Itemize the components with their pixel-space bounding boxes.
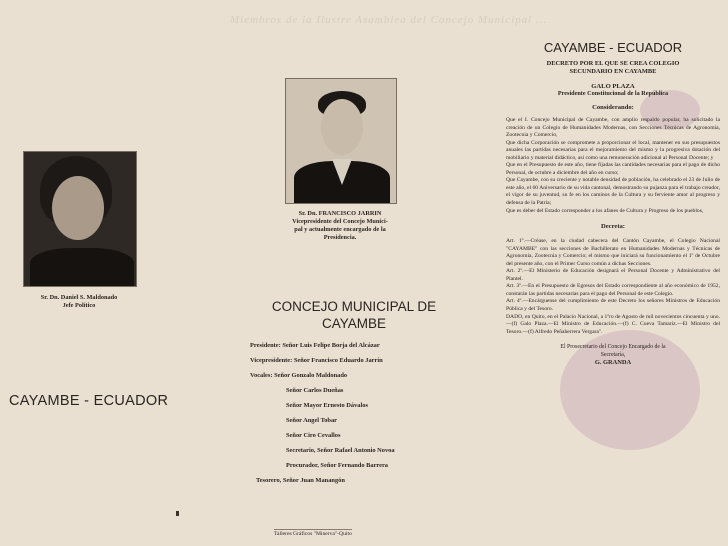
- council-title: [254, 298, 454, 332]
- caption-line: Vicepresidente del Concejo Munici-: [292, 218, 388, 225]
- member-line: Señor Ciro Cevallos: [286, 432, 341, 439]
- member-line: Vocales: Señor Gonzalo Maldonado: [250, 372, 348, 379]
- page-mark: [176, 511, 179, 516]
- member-line: Señor Angel Tobar: [286, 417, 338, 424]
- decree-article: Art. 1º.—Créase, en la ciudad cabecera del Cantón Cayambe, el Colegio Nacional "CAYAMBE" con las secciones de Bachillerato en Humanidades Modernas y Técnicas de Agronomía, Zootecnia y Comercio; el mismo que iniciará su funcionamiento el 1º de Octubre del presente año, con el Primer Curso común a dichas Secciones.: [506, 238, 720, 267]
- decree-article: Art. 4º.—Encárguense del cumplimiento de este Decreto los señores Ministros de Educación Pública y del Tesoro.: [506, 298, 720, 313]
- council-members: [250, 342, 450, 492]
- decree-subtitle: [506, 60, 720, 76]
- decree-article: Art. 2º.—El Ministerio de Educación designará el Personal Docente y Administrativo del Plantel.: [506, 268, 720, 282]
- council-title-line1: CONCEJO MUNICIPAL DE: [271, 299, 437, 314]
- subtitle-line: SECUNDARIO EN CAYAMBE: [569, 68, 657, 75]
- caption-line: pal y actualmente encargado de la: [294, 226, 386, 233]
- decree-title: CAYAMBE - ECUADOR: [543, 40, 683, 55]
- decree-article: Art. 3º.—En el Presupuesto de Egresos del Estado correspondiente al año económico de 1952, constarán las partidas necesarias para el pago del Personal de este Colegio.: [506, 283, 720, 297]
- member-line: Presidente: Señor Luis Felipe Borja del Alcázar: [250, 342, 380, 349]
- member-line: Procurador, Señor Fernando Barrera: [286, 462, 389, 469]
- member-line: Vicepresidente: Señor Francisco Eduardo Jarrín: [250, 357, 383, 364]
- decree-paragraph: Que Cayambe, con su creciente y notable densidad de población, ha celebrado el 23 de Julio de este año, el 60 Aniversario de su vida cantonal, demostrando su pujanza para el trabajo creador, el vigor de su juventud, su fe en los caminos de la Cultura y su ferviente amor al progreso y defensa de la Patria;: [506, 177, 720, 207]
- decree-article: DADO, en Quito, en el Palacio Nacional, a 1ºro de Agosto de mil novecientos cincuenta y uno.—(f) Galo Plaza.—El Ministro de Educación.—(f) C. Cueva Tamariz.—El Ministro del Tesoro.—(f) Alfredo Peñaherrera Vergara".: [506, 313, 720, 335]
- caption-jarrin: [270, 210, 410, 242]
- caption-line: Sr. Dn. FRANCISCO JARRIN: [298, 210, 382, 217]
- caption-line: Presidencia.: [323, 234, 357, 241]
- portrait-jarrin: [285, 78, 397, 204]
- council-title-line2: CAYAMBE: [321, 316, 386, 331]
- member-line: Señor Carlos Dueñas: [286, 387, 344, 394]
- decree-paragraph: Que el I. Concejo Municipal de Cayambe, con amplio respaldo popular, ha solicitado la creación de un Colegio de Humanidades Modernas, con Secciones Técnicas de Agronomía, Zootecnia y Comercio,: [506, 117, 720, 139]
- decreta-heading: Decreta:: [600, 223, 626, 231]
- decree-paragraph: Que en el Presupuesto de este año, tiene fijadas las cantidades necesarias para el pago de dicho Personal, de octubre a diciembre del año en curso;: [506, 162, 720, 176]
- caption-line: Sr. Dn. Daniel S. Maldonado: [40, 294, 118, 301]
- closing-signature: G. GRANDA: [594, 359, 632, 367]
- closing-line: Secretaría,: [600, 351, 626, 358]
- subtitle-line: DECRETO POR EL QUE SE CREA COLEGIO: [546, 60, 680, 67]
- caption-line: Jefe Político: [62, 302, 96, 309]
- decree-author-role: Presidente Constitucional de la República: [557, 90, 669, 97]
- considerando-heading: Considerando:: [592, 104, 634, 111]
- left-title: CAYAMBE - ECUADOR: [9, 393, 169, 409]
- decree-author: GALO PLAZA: [591, 83, 635, 90]
- decree-closing: [506, 344, 720, 367]
- member-line: Señor Mayor Ernesto Dávalos: [286, 402, 368, 409]
- printer-footer: Talleres Gráficos "Minerva"-Quito: [274, 531, 352, 537]
- portrait-maldonado: [23, 151, 137, 287]
- bleed-through-text: Miembros de la Ilustre Asamblea del Concejo Municipal ...: [230, 14, 548, 26]
- decree-paragraph: Que es deber del Estado corresponder a los afanes de Cultura y Progreso de los pueblos,: [506, 207, 704, 214]
- member-line: Secretario, Señor Rafael Antonio Novoa: [286, 447, 395, 454]
- closing-line: El Prosecretario del Concejo Encargado de la: [560, 344, 666, 351]
- decree-column: [506, 40, 720, 367]
- member-line: Tesorero, Señor Juan Manangón: [256, 477, 345, 484]
- decree-paragraph: Que dicha Corporación se compromete a proporcionar el local, mantener en sus presupuestos anuales las partidas necesarias para el mejoramiento del mismo y la progresiva dotación del mobiliario y material didáctico, así como una remuneración adicional al Personal Docente; y: [506, 139, 720, 161]
- caption-maldonado: [16, 294, 142, 310]
